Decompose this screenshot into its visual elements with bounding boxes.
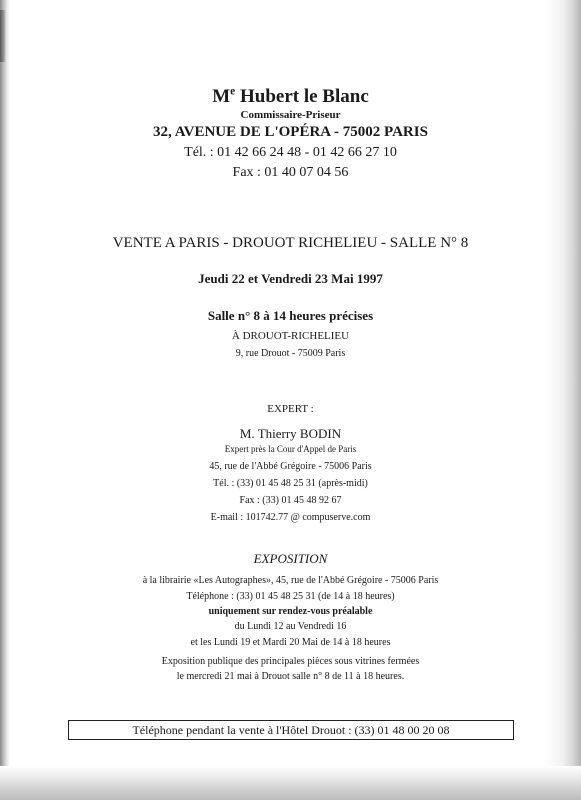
exposition-line-venue: à la librairie «Les Autographes», 45, rue de l'Abbé Grégoire - 75006 Paris xyxy=(142,575,439,586)
expert-fax: Fax : (33) 01 45 48 92 67 xyxy=(239,495,342,506)
sale-location: À DROUOT-RICHELIEU xyxy=(231,330,350,342)
expert-name: M. Thierry BODIN xyxy=(239,426,342,441)
auctioneer-role: Commissaire-Priseur xyxy=(240,109,341,121)
exposition-line-dates: du Lundi 12 au Vendredi 16 xyxy=(234,621,347,632)
exposition-line-public-date: le mercredi 21 mai à Drouot salle n° 8 de 11 à 18 heures. xyxy=(176,671,405,682)
sale-location-address: 9, rue Drouot - 75009 Paris xyxy=(235,348,346,359)
scan-shadow-left xyxy=(0,10,6,62)
expert-heading: EXPERT : xyxy=(267,403,314,415)
auctioneer-title-name: Hubert le Blanc xyxy=(239,86,369,107)
expert-address: 45, rue de l'Abbé Grégoire - 75006 Paris xyxy=(209,461,372,472)
auctioneer-title-prefix: M xyxy=(212,86,231,107)
expert-title: Expert près la Cour d'Appel de Paris xyxy=(224,444,357,454)
exposition-line-dates-2: et les Lundi 19 et Mardi 20 Mai de 14 à 18 heures xyxy=(190,637,391,648)
sale-dates: Jeudi 22 et Vendredi 23 Mai 1997 xyxy=(198,271,383,286)
exposition-line-phone: Téléphone : (33) 01 45 48 25 31 (de 14 à 18 heures) xyxy=(186,591,395,602)
exposition-heading: EXPOSITION xyxy=(253,551,328,566)
auctioneer-title-sup: e xyxy=(230,85,236,98)
sale-time: Salle n° 8 à 14 heures précises xyxy=(207,308,374,323)
auctioneer-name xyxy=(0,87,581,106)
exposition-line-appointment: uniquement sur rendez-vous préalable xyxy=(208,606,373,617)
scan-edge-bottom xyxy=(0,766,581,800)
auctioneer-tel: Tél. : 01 42 66 24 48 - 01 42 66 27 10 xyxy=(184,145,397,160)
exposition-line-public: Exposition publique des principales pièces sous vitrines fermées xyxy=(161,656,420,667)
auctioneer-fax: Fax : 01 40 07 04 56 xyxy=(232,165,349,180)
footer-phone-box xyxy=(68,720,514,740)
auctioneer-address: 32, AVENUE DE L'OPÉRA - 75002 PARIS xyxy=(153,124,428,140)
expert-tel: Tél. : (33) 01 45 48 25 31 (après-midi) xyxy=(213,478,368,489)
sale-venue-title: VENTE A PARIS - DROUOT RICHELIEU - SALLE N° 8 xyxy=(112,235,469,251)
expert-email: E-mail : 101742.77 @ compuserve.com xyxy=(210,512,371,523)
footer-phone-note: Téléphone pendant la vente à l'Hôtel Drouot : (33) 01 48 00 20 08 xyxy=(132,723,450,737)
